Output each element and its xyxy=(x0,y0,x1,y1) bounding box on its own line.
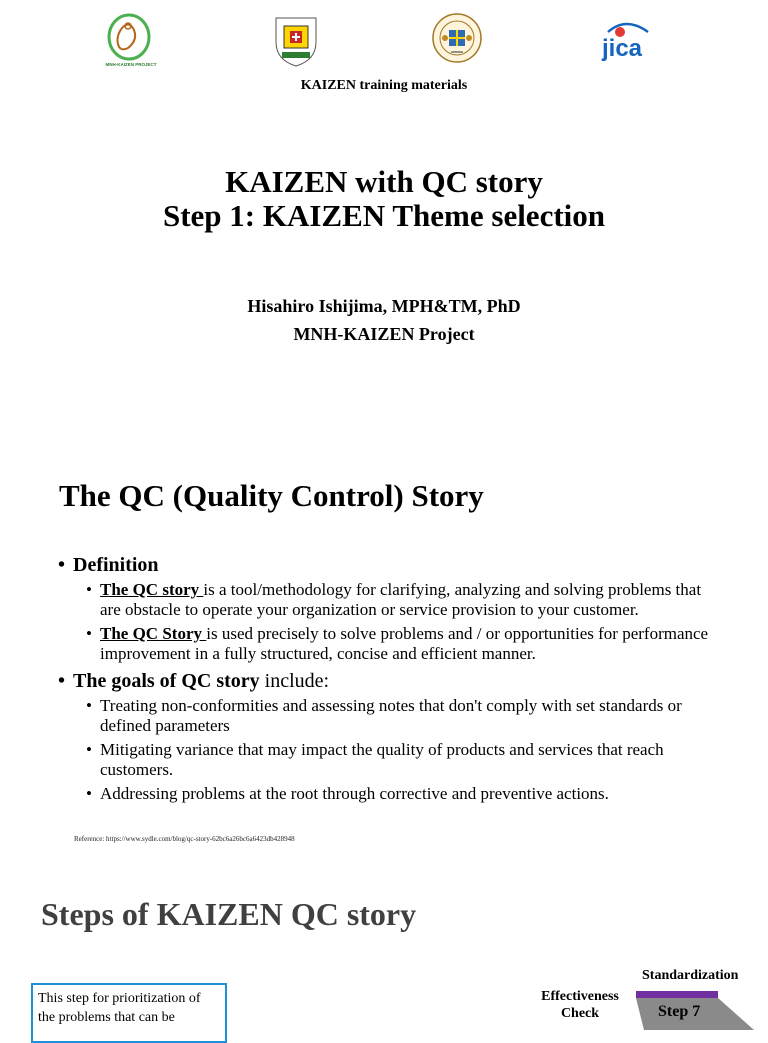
qc-story-slide-title: The QC (Quality Control) Story xyxy=(59,478,484,513)
title-line-1: KAIZEN with QC story xyxy=(225,164,543,199)
goal-item: • Treating non-conformities and assessing notes that don't comply with set standards or defined parameters xyxy=(86,696,718,736)
mnh-kaizen-project-logo xyxy=(104,12,158,70)
mnh-logo-caption: MNH-KAIZEN PROJECT xyxy=(105,62,157,67)
definition-bullet: • Definition xyxy=(58,552,718,578)
qc-story-bullet-list xyxy=(58,548,718,808)
author-organization: MNH-KAIZEN Project xyxy=(293,324,475,344)
training-materials-label: KAIZEN training materials xyxy=(300,78,468,93)
step-note-box: This step for prioritization of the problems that can be xyxy=(31,983,227,1043)
title-line-2: Step 1: KAIZEN Theme selection xyxy=(162,198,606,233)
presentation-title xyxy=(0,165,768,233)
jica-logo-text: jica xyxy=(602,35,643,62)
author-name: Hisahiro Ishijima, MPH&TM, PhD xyxy=(247,296,521,316)
effectiveness-check-label: Effectiveness Check xyxy=(541,989,619,1021)
definition-item: • The QC Story is used precisely to solve problems and / or opportunities for performance improvement in a fully structured, concise and efficient manner. xyxy=(86,624,718,664)
step-7-band xyxy=(636,991,718,998)
ghana-coat-of-arms-logo xyxy=(431,12,483,66)
reference-link[interactable]: Reference: https://www.sydle.com/blog/qc-story-62bc6a26bc6a6423db428948 xyxy=(74,835,295,843)
goal-item: • Addressing problems at the root through corrective and preventive actions. xyxy=(86,784,718,804)
jica-logo xyxy=(598,16,654,62)
goals-bullet: • The goals of QC story include: xyxy=(58,668,718,694)
step-7-label: Step 7 xyxy=(658,1003,701,1020)
ghana-health-service-logo xyxy=(270,12,322,70)
standardization-label: Standardization xyxy=(642,968,739,983)
author-block xyxy=(0,292,768,348)
definition-sub-list xyxy=(86,580,718,664)
goal-item: • Mitigating variance that may impact the quality of products and services that reach customers. xyxy=(86,740,718,780)
definition-item: • The QC story is a tool/methodology for clarifying, analyzing and solving problems that are obstacle to operate your organization or service provision to your customer. xyxy=(86,580,718,620)
steps-slide-title: Steps of KAIZEN QC story xyxy=(41,896,417,932)
goals-sub-list xyxy=(86,696,718,804)
logo-bar xyxy=(0,12,768,74)
